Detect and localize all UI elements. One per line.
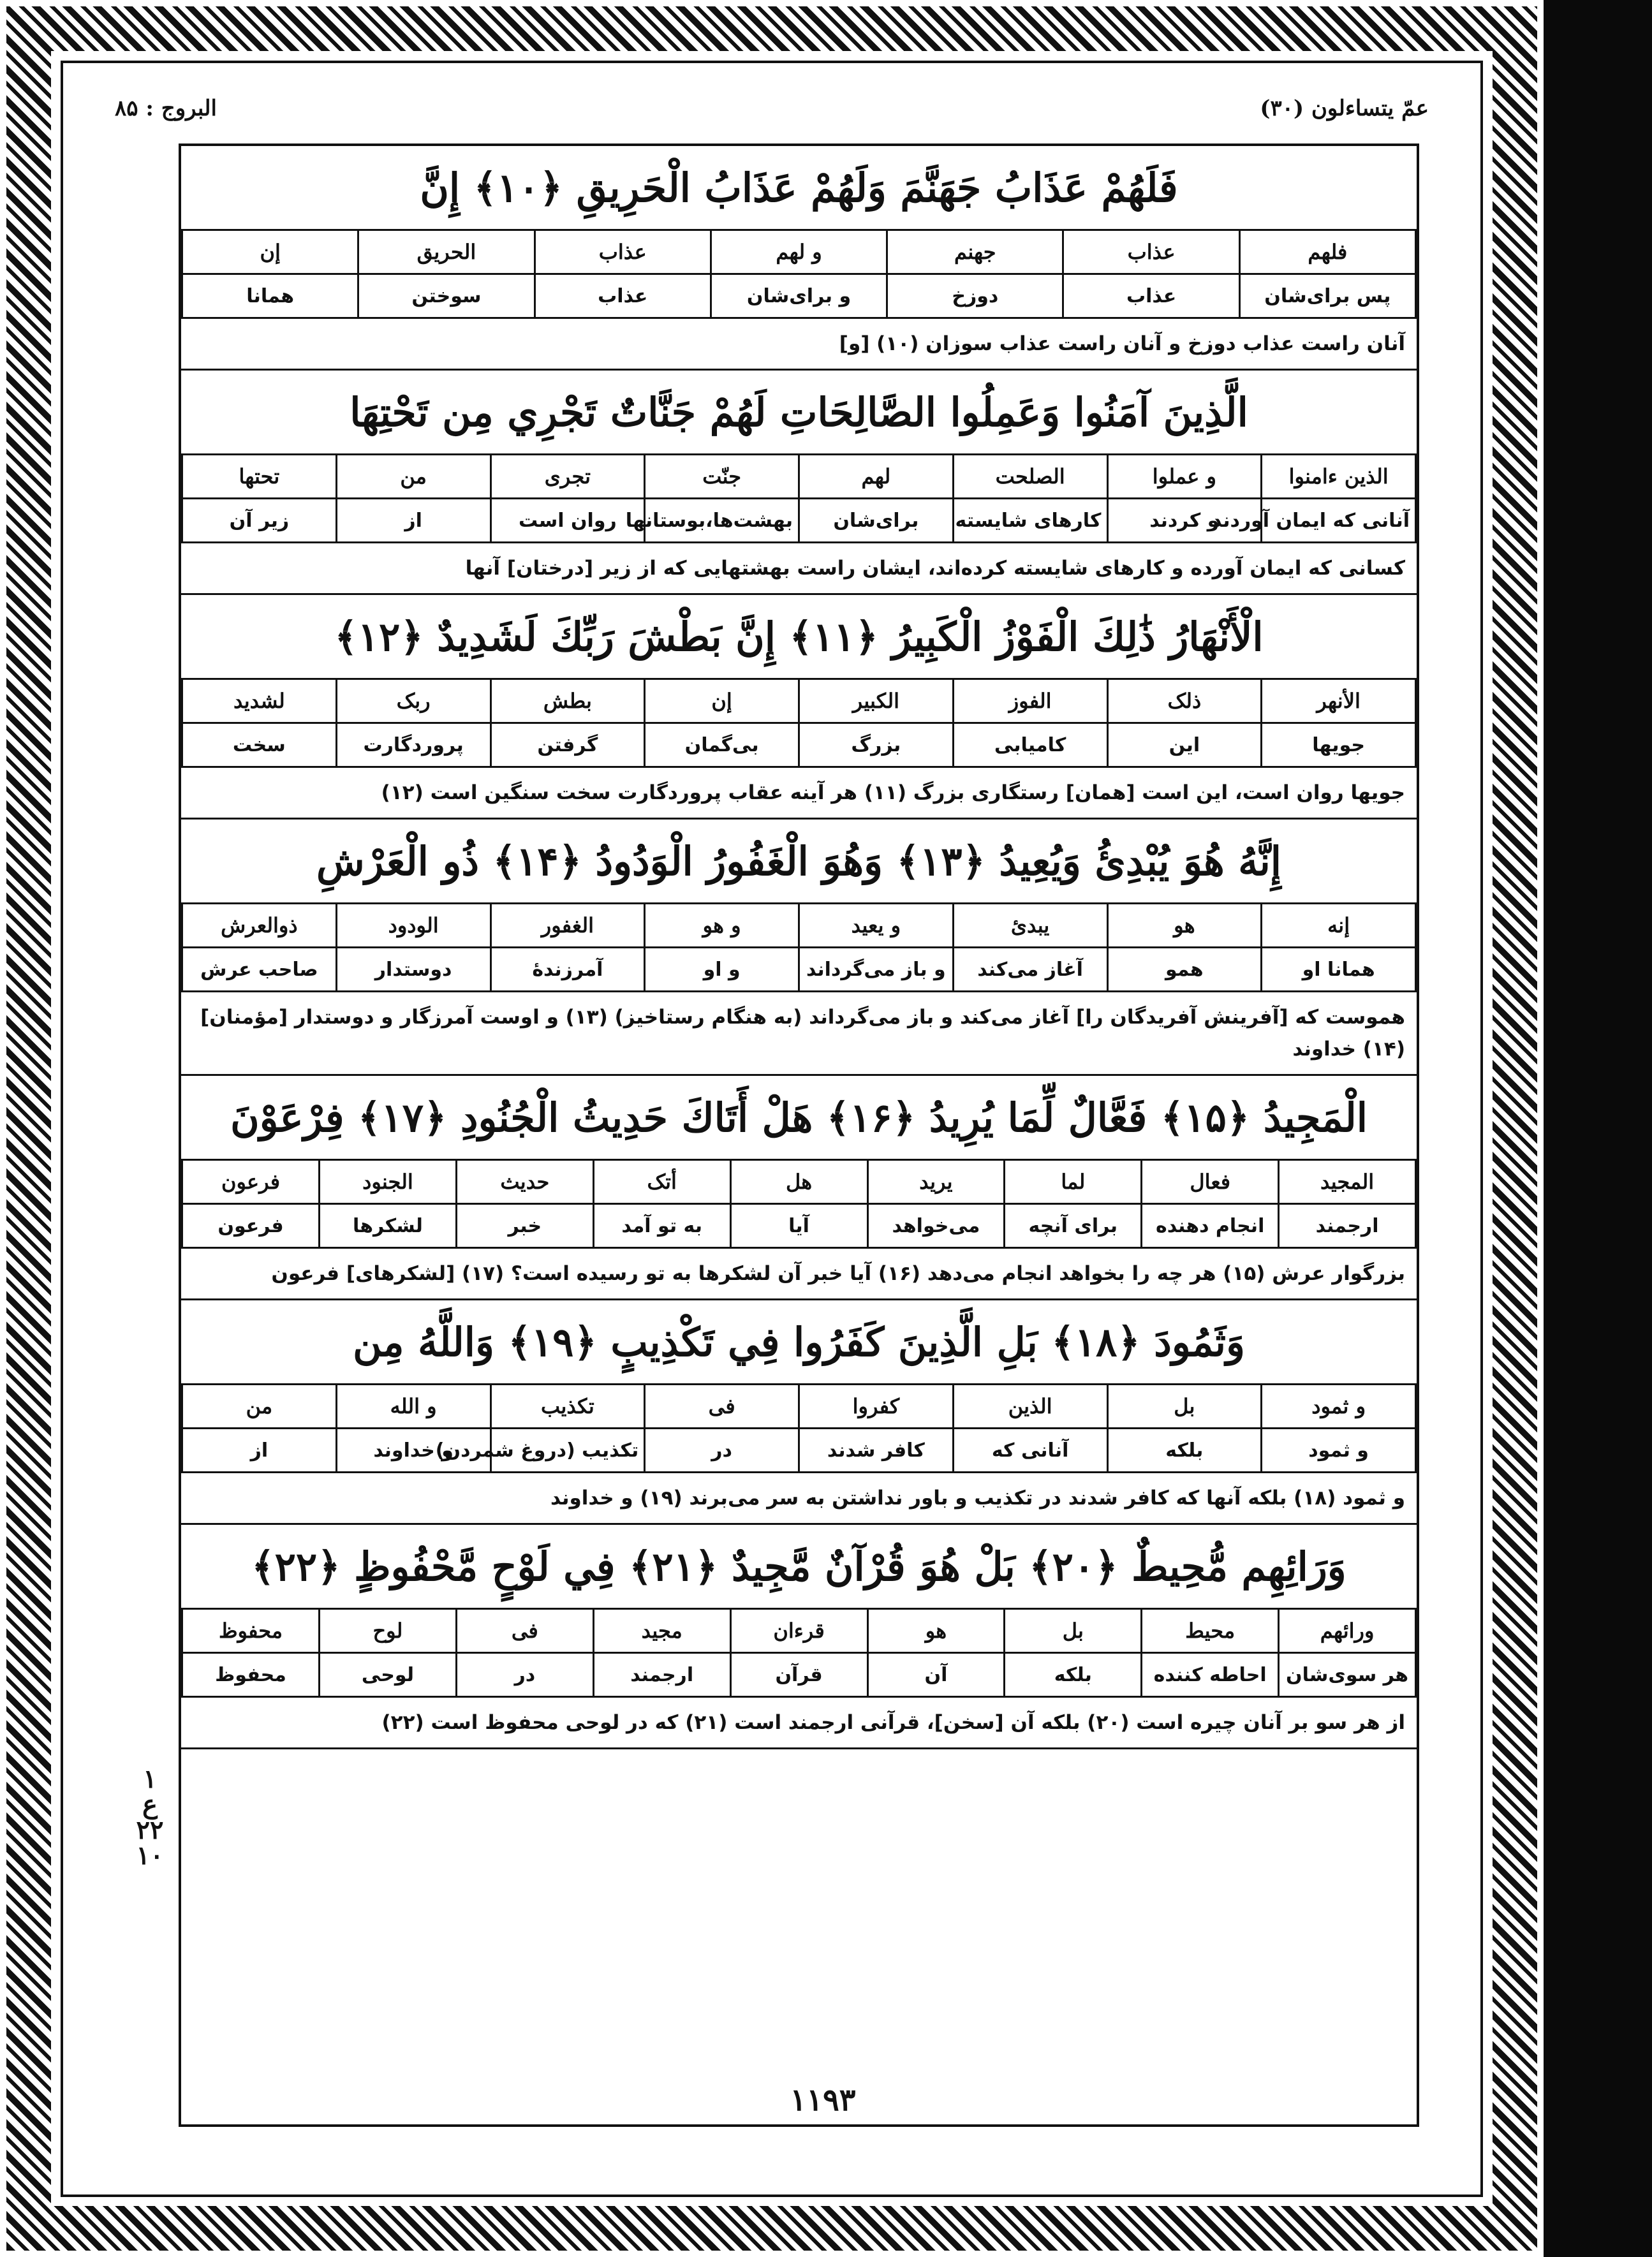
arabic-word-cell: ذلک (1107, 679, 1262, 723)
persian-meaning-cell: لشکرها (320, 1204, 457, 1248)
arabic-word-cell: الصلحت (953, 455, 1107, 499)
table-row (182, 1385, 1416, 1429)
table-row (182, 723, 1416, 767)
persian-meaning-cell: آیا (730, 1204, 867, 1248)
persian-meaning-cell: احاطه کننده (1142, 1653, 1279, 1697)
persian-meaning-cell: برای آنچه (1005, 1204, 1142, 1248)
arabic-word-cell: و لهم (711, 230, 887, 274)
arabic-word-cell: هو (1107, 904, 1262, 948)
arabic-word-cell: الذین ءامنوا (1262, 455, 1416, 499)
arabic-word-cell: تحتها (182, 455, 337, 499)
table-row (182, 274, 1416, 318)
arabic-word-cell: إنه (1262, 904, 1416, 948)
persian-meaning-cell: می‌خواهد (867, 1204, 1005, 1248)
persian-meaning-cell: آغاز می‌کند (953, 948, 1107, 992)
word-table (181, 453, 1417, 543)
arabic-word-cell: قرءان (730, 1609, 867, 1653)
ayah-text: الْمَجِيدُ ﴿۱۵﴾ فَعَّالٌ لِّمَا يُرِيدُ ﴿۱۶﴾ هَلْ أَتَاكَ حَدِيثُ الْجُنُودِ ﴿۱۷﴾ فِرْعَوْنَ (230, 1094, 1368, 1141)
juz-title: عمّ یتساءلون (۳۰) (1260, 96, 1429, 121)
verse-translation: بزرگوار عرش (۱۵) هر چه را بخواهد انجام می‌دهد (۱۶) آیا خبر آن لشکرها به تو رسیده است؟ (۱۷) [لشکرهای] فرعون (181, 1249, 1417, 1300)
verse-section (181, 595, 1417, 820)
page-number: ۱۱۹۳ (790, 2082, 856, 2118)
persian-meaning-cell: دوزخ (887, 274, 1063, 318)
table-row (182, 679, 1416, 723)
persian-meaning-cell: قرآن (730, 1653, 867, 1697)
arabic-word-cell: یبدئ (953, 904, 1107, 948)
verse-translation: و ثمود (۱۸) بلکه آنها که کافر شدند در تکذیب و باور نداشتن به سر می‌برند (۱۹) و خداوند (181, 1473, 1417, 1525)
persian-meaning-cell: بلکه (1107, 1429, 1262, 1473)
ruku-marker (128, 1764, 172, 1871)
persian-meaning-cell: بزرگ (799, 723, 954, 767)
arabic-word-cell: من (182, 1385, 337, 1429)
persian-meaning-cell: به تو آمد (593, 1204, 730, 1248)
verse-translation: جویها روان است، این است [همان] رستگاری بزرگ (۱۱) هر آینه عقاب پروردگارت سخت سنگین است (۱۲) (181, 768, 1417, 820)
persian-meaning-cell: عذاب (1063, 274, 1239, 318)
verse-section (181, 1300, 1417, 1525)
persian-meaning-cell: و خداوند (336, 1429, 490, 1473)
table-row (182, 904, 1416, 948)
persian-meaning-cell: از (182, 1429, 337, 1473)
verse-section (181, 146, 1417, 371)
ayah-text: وَثَمُودَ ﴿۱۸﴾ بَلِ الَّذِينَ كَفَرُوا فِي تَكْذِيبٍ ﴿۱۹﴾ وَاللَّهُ مِن (353, 1318, 1245, 1365)
arabic-word-cell: فلهم (1239, 230, 1415, 274)
persian-meaning-cell: همانا او (1262, 948, 1416, 992)
arabic-word-cell: من (336, 455, 490, 499)
arabic-word-cell: بطش (490, 679, 645, 723)
arabic-word-cell: عذاب (1063, 230, 1239, 274)
persian-meaning-cell: محفوظ (182, 1653, 320, 1697)
persian-meaning-cell: برای‌شان (799, 499, 954, 543)
table-row (182, 1160, 1416, 1204)
persian-meaning-cell: آنانی که (953, 1429, 1107, 1473)
persian-meaning-cell: هر سوی‌شان (1279, 1653, 1416, 1697)
persian-meaning-cell: پس برای‌شان (1239, 274, 1415, 318)
persian-meaning-cell: ارجمند (1279, 1204, 1416, 1248)
arabic-word-cell: الذین (953, 1385, 1107, 1429)
persian-meaning-cell: پروردگارت (336, 723, 490, 767)
persian-meaning-cell: خبر (456, 1204, 593, 1248)
table-row (182, 1653, 1416, 1697)
persian-meaning-cell: جویها (1262, 723, 1416, 767)
word-table (181, 229, 1417, 319)
persian-meaning-cell: و برای‌شان (711, 274, 887, 318)
table-row (182, 1609, 1416, 1653)
arabic-word-cell: ذوالعرش (182, 904, 337, 948)
persian-meaning-cell: فرعون (182, 1204, 320, 1248)
arabic-word-cell: أتک (593, 1160, 730, 1204)
verse-translation: از هر سو بر آنان چیره است (۲۰) بلکه آن [سخن]، قرآنی ارجمند است (۲۱) که در لوحی محفوظ است (۲۲) (181, 1698, 1417, 1749)
persian-meaning-cell: همو (1107, 948, 1262, 992)
word-table (181, 1383, 1417, 1473)
translation-panel (179, 143, 1419, 2127)
arabic-word-cell: فرعون (182, 1160, 320, 1204)
persian-meaning-cell: از (336, 499, 490, 543)
arabic-word-cell: جهنم (887, 230, 1063, 274)
table-row (182, 499, 1416, 543)
persian-meaning-cell: بهشت‌ها،بوستانها (645, 499, 799, 543)
arabic-word-cell: حدیث (456, 1160, 593, 1204)
arabic-word-cell: و یعید (799, 904, 954, 948)
persian-meaning-cell: کافر شدند (799, 1429, 954, 1473)
persian-meaning-cell: این (1107, 723, 1262, 767)
arabic-word-cell: محفوظ (182, 1609, 320, 1653)
word-table (181, 902, 1417, 992)
persian-meaning-cell: و او (645, 948, 799, 992)
persian-meaning-cell: در (645, 1429, 799, 1473)
persian-meaning-cell: کارهای شایسته (953, 499, 1107, 543)
persian-meaning-cell: تکذیب (دروغ شمردن) (490, 1429, 645, 1473)
verse-section (181, 371, 1417, 595)
verse-section (181, 820, 1417, 1076)
table-row (182, 1204, 1416, 1248)
persian-meaning-cell: سخت (182, 723, 337, 767)
persian-meaning-cell: زیر آن (182, 499, 337, 543)
persian-meaning-cell: کامیابی (953, 723, 1107, 767)
verse-section (181, 1076, 1417, 1300)
verse-section (181, 1525, 1417, 1749)
arabic-word-cell: لوح (320, 1609, 457, 1653)
persian-meaning-cell: و باز می‌گرداند (799, 948, 954, 992)
word-table (181, 1608, 1417, 1698)
arabic-word-cell: لشدید (182, 679, 337, 723)
persian-meaning-cell: آن (867, 1653, 1005, 1697)
arabic-word-cell: و الله (336, 1385, 490, 1429)
arabic-word-cell: الکبیر (799, 679, 954, 723)
ayah-text: الَّذِينَ آمَنُوا وَعَمِلُوا الصَّالِحَاتِ لَهُمْ جَنَّاتٌ تَجْرِي مِن تَحْتِهَا (350, 388, 1248, 436)
arabic-word-cell: فی (645, 1385, 799, 1429)
word-table (181, 1159, 1417, 1249)
arabic-word-cell: محیط (1142, 1609, 1279, 1653)
persian-meaning-cell: آمرزندهٔ (490, 948, 645, 992)
ruku-letter: ع (142, 1790, 158, 1820)
arabic-word-cell: لما (1005, 1160, 1142, 1204)
persian-meaning-cell: همانا (182, 274, 358, 318)
table-row (182, 230, 1416, 274)
persian-meaning-cell: ارجمند (593, 1653, 730, 1697)
ruku-index: ۱۰ (136, 1841, 164, 1871)
arabic-word-cell: إن (182, 230, 358, 274)
arabic-word-cell: تکذیب (490, 1385, 645, 1429)
arabic-word-cell: فی (456, 1609, 593, 1653)
ruku-number: ۱ (143, 1764, 157, 1794)
surah-title: البروج : ۸۵ (115, 96, 217, 121)
persian-meaning-cell: در (456, 1653, 593, 1697)
arabic-word-cell: کفروا (799, 1385, 954, 1429)
ruku-ayah-count: ۲۲ (136, 1815, 164, 1845)
arabic-word-cell: هل (730, 1160, 867, 1204)
arabic-word-cell: فعال (1142, 1160, 1279, 1204)
arabic-word-cell: بل (1107, 1385, 1262, 1429)
arabic-word-cell: هو (867, 1609, 1005, 1653)
persian-meaning-cell: دوستدار (336, 948, 490, 992)
arabic-word-cell: الفوز (953, 679, 1107, 723)
persian-meaning-cell: و کردند (1107, 499, 1262, 543)
arabic-word-cell: المجید (1279, 1160, 1416, 1204)
arabic-word-cell: و عملوا (1107, 455, 1262, 499)
verse-translation: کسانی که ایمان آورده و کارهای شایسته کرده‌اند، ایشان راست بهشتهایی که از زیر [درختان] آنها (181, 543, 1417, 595)
ayah-text: الْأَنْهَارُ ذَٰلِكَ الْفَوْزُ الْكَبِيرُ ﴿۱۱﴾ إِنَّ بَطْشَ رَبِّكَ لَشَدِيدٌ ﴿۱۲﴾ (334, 613, 1264, 660)
arabic-word-cell: جنّت (645, 455, 799, 499)
arabic-word-cell: الأنهر (1262, 679, 1416, 723)
persian-meaning-cell: روان است (490, 499, 645, 543)
ayah-text: فَلَهُمْ عَذَابُ جَهَنَّمَ وَلَهُمْ عَذَابُ الْحَرِيقِ ﴿۱۰﴾ إِنَّ (420, 164, 1178, 211)
table-row (182, 455, 1416, 499)
arabic-word-cell: إن (645, 679, 799, 723)
arabic-word-cell: تجری (490, 455, 645, 499)
arabic-word-cell: الجنود (320, 1160, 457, 1204)
scan-edge (1544, 0, 1652, 2257)
page-header (115, 96, 1429, 134)
arabic-word-cell: یرید (867, 1160, 1005, 1204)
persian-meaning-cell: و ثمود (1262, 1429, 1416, 1473)
table-row (182, 948, 1416, 992)
verse-translation: آنان راست عذاب دوزخ و آنان راست عذاب سوزان (۱۰) [و] (181, 319, 1417, 371)
ayah-text: إِنَّهُ هُوَ يُبْدِئُ وَيُعِيدُ ﴿۱۳﴾ وَهُوَ الْغَفُورُ الْوَدُودُ ﴿۱۴﴾ ذُو الْعَرْشِ (316, 837, 1282, 885)
ayah-text: وَرَائِهِم مُّحِيطٌ ﴿۲۰﴾ بَلْ هُوَ قُرْآنٌ مَّجِيدٌ ﴿۲۱﴾ فِي لَوْحٍ مَّحْفُوظٍ ﴿۲۲﴾ (251, 1543, 1346, 1590)
arabic-word-cell: و ثمود (1262, 1385, 1416, 1429)
persian-meaning-cell: بلکه (1005, 1653, 1142, 1697)
persian-meaning-cell: سوختن (358, 274, 535, 318)
word-table (181, 678, 1417, 768)
verse-translation: هموست که [آفرینش آفریدگان را] آغاز می‌کند و باز می‌گرداند (به هنگام رستاخیز) (۱۳) و اوست آمرزگار و دوستدار [مؤمنان] (۱۴) خداوند (181, 992, 1417, 1076)
persian-meaning-cell: گرفتن (490, 723, 645, 767)
persian-meaning-cell: عذاب (535, 274, 711, 318)
arabic-word-cell: لهم (799, 455, 954, 499)
arabic-word-cell: عذاب (535, 230, 711, 274)
persian-meaning-cell: لوحی (320, 1653, 457, 1697)
persian-meaning-cell: انجام دهنده (1142, 1204, 1279, 1248)
arabic-word-cell: بل (1005, 1609, 1142, 1653)
arabic-word-cell: ورائهم (1279, 1609, 1416, 1653)
persian-meaning-cell: صاحب عرش (182, 948, 337, 992)
persian-meaning-cell: آنانی که ایمان آوردند (1262, 499, 1416, 543)
persian-meaning-cell: بی‌گمان (645, 723, 799, 767)
arabic-word-cell: ربک (336, 679, 490, 723)
table-row (182, 1429, 1416, 1473)
arabic-word-cell: الحريق (358, 230, 535, 274)
arabic-word-cell: مجید (593, 1609, 730, 1653)
arabic-word-cell: الودود (336, 904, 490, 948)
arabic-word-cell: الغفور (490, 904, 645, 948)
arabic-word-cell: و هو (645, 904, 799, 948)
